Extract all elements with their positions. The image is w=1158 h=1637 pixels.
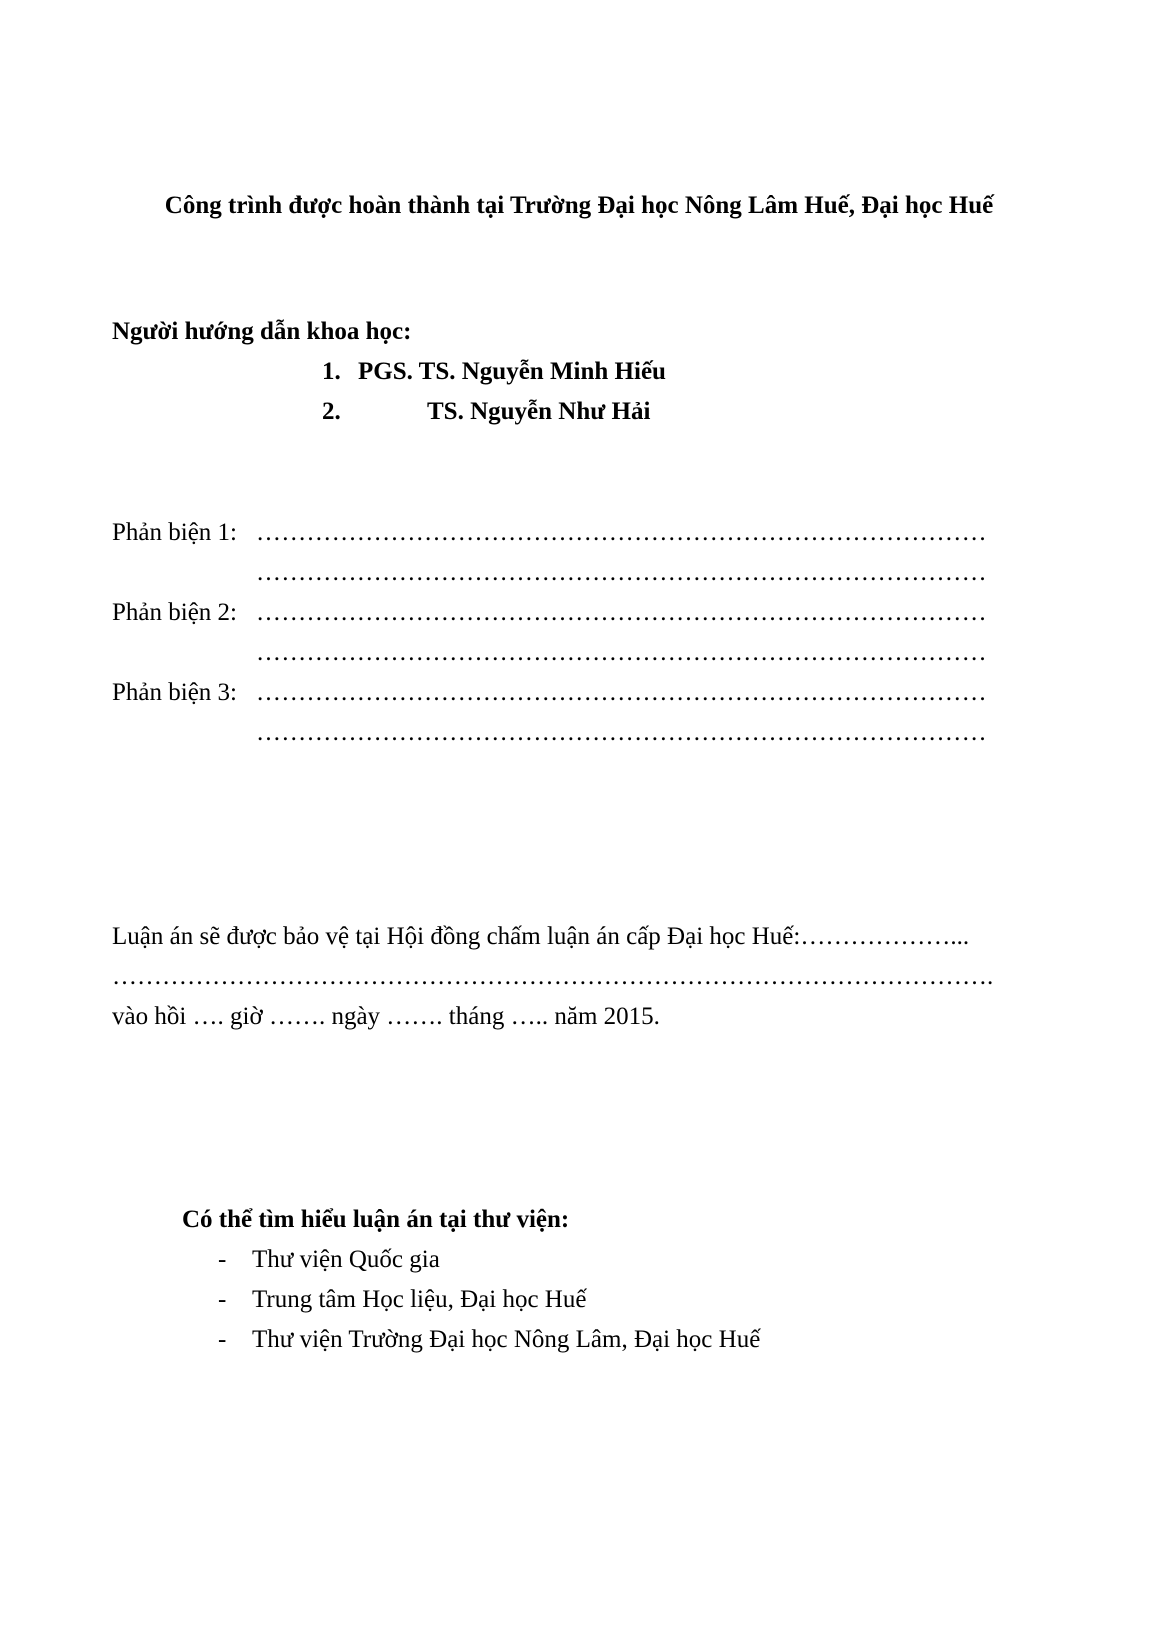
library-item: Thư viện Quốc gia	[252, 1246, 440, 1273]
list-bullet: -	[218, 1246, 227, 1273]
defense-blank-line: …………………………………………………………………………………………….	[112, 964, 994, 989]
reviewer-2-blank-line: ……………………………………………………………………………	[256, 600, 987, 625]
advisor-name: TS. Nguyễn Như Hải	[427, 398, 651, 425]
advisors-heading: Người hướng dẫn khoa học:	[112, 318, 412, 345]
advisor-name: PGS. TS. Nguyễn Minh Hiếu	[358, 358, 666, 385]
reviewer-1-blank-line: ……………………………………………………………………………	[256, 520, 987, 545]
reviewer-1-blank-line-2: ……………………………………………………………………………	[256, 560, 987, 585]
defense-time-line: vào hồi …. giờ ……. ngày ……. tháng ….. năm 2015.	[112, 1003, 660, 1030]
reviewer-3-label: Phản biện 3:	[112, 679, 237, 706]
list-bullet: -	[218, 1286, 227, 1313]
list-bullet: -	[218, 1326, 227, 1353]
reviewer-2-label: Phản biện 2:	[112, 599, 237, 626]
reviewer-3-blank-line-2: ……………………………………………………………………………	[256, 720, 987, 745]
advisor-number: 2.	[322, 398, 341, 425]
advisor-number: 1.	[322, 358, 341, 385]
library-item: Thư viện Trường Đại học Nông Lâm, Đại học Huế	[252, 1326, 761, 1353]
reviewer-2-blank-line-2: ……………………………………………………………………………	[256, 640, 987, 665]
reviewer-3-blank-line: ……………………………………………………………………………	[256, 680, 987, 705]
libraries-heading: Có thể tìm hiểu luận án tại thư viện:	[182, 1206, 570, 1233]
page-title: Công trình được hoàn thành tại Trường Đại học Nông Lâm Huế, Đại học Huế	[164, 192, 994, 219]
reviewer-1-label: Phản biện 1:	[112, 519, 237, 546]
defense-venue-line: Luận án sẽ được bảo vệ tại Hội đồng chấm luận án cấp Đại học Huế:………………...	[112, 923, 970, 950]
library-item: Trung tâm Học liệu, Đại học Huế	[252, 1286, 587, 1313]
